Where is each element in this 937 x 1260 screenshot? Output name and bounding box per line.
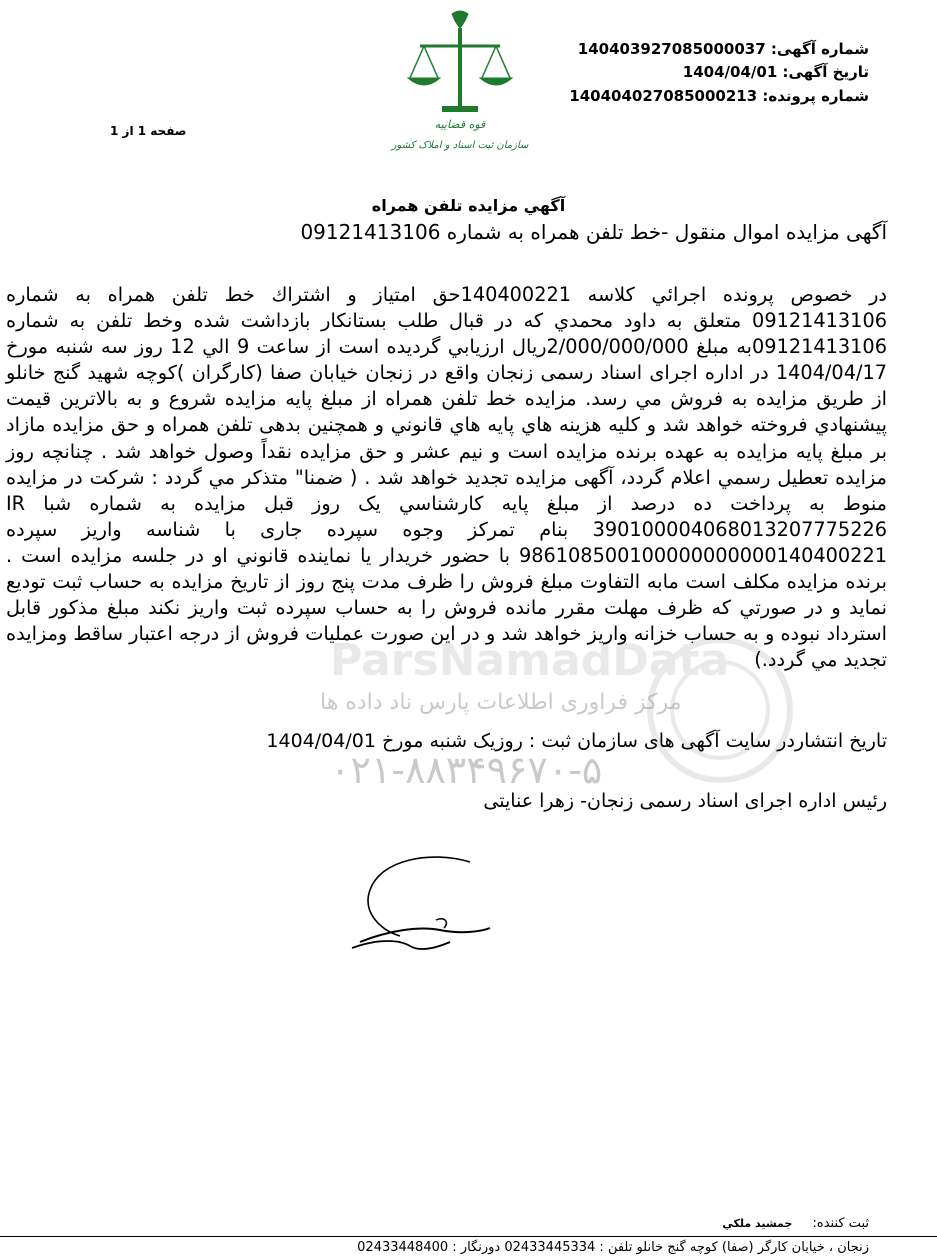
registrar-label: ثبت كننده: xyxy=(812,1216,869,1231)
ad-number-row xyxy=(578,40,869,58)
page-subtitle: آگهی مزایده اموال منقول -خط تلفن همراه به شماره 09121413106 xyxy=(300,220,887,244)
signature-image xyxy=(340,850,520,960)
ad-date: 1404/04/01 xyxy=(682,63,778,81)
page-number: صفحه 1 از 1 xyxy=(110,124,187,138)
ad-date-row xyxy=(683,63,869,81)
registrar-name: جمشيد ملكي xyxy=(722,1217,793,1230)
case-number-label: شماره پرونده: xyxy=(762,87,869,105)
publish-date-line: تاریخ انتشاردر سایت آگهی های سازمان ثبت : روزیک شنبه مورخ 1404/04/01 xyxy=(266,730,887,752)
iran-judiciary-emblem-icon xyxy=(380,6,540,156)
case-number-row xyxy=(569,87,869,105)
footer-address: زنجان ، خيابان كارگر (صفا) كوچه گنج خانلو تلفن : 02433445334 دورنگار : 02433448400 xyxy=(357,1240,869,1255)
office-head-line: رئیس اداره اجرای اسناد رسمی زنجان- زهرا عنایتی xyxy=(483,790,887,812)
ad-number: 140403927085000037 xyxy=(577,40,766,58)
page-title: آگهي مزايده تلفن همراه xyxy=(371,196,566,215)
watermark-phone: ۰۲۱-۸۸۳۴۹۶۷۰-۵ xyxy=(330,748,603,792)
watermark-text: مرکز فراوری اطلاعات پارس ناد داده ها xyxy=(320,690,682,715)
registrar-line xyxy=(722,1216,869,1231)
footer-divider xyxy=(0,1236,937,1237)
notice-body: در خصوص پرونده اجرائي كلاسه 140400221حق امتياز و اشتراك خط تلفن همراه به شماره 09121413106 متعلق به داود محمدي كه در قبال طلب بستانكار بازداشت شده وخط تلفن به شماره 09121413106به مبلغ 2/000/000/000ريال ارزيابي گرديده است از ساعت 9 الي 12 روز سه شنبه مورخ 1404/04/17 در اداره اجرای اسناد رسمی زنجان واقع در زنجان خيابان صفا (كارگران )كوچه شهيد گنج خانلو از طريق مزايده به فروش مي رسد. مزايده خط تلفن همراه از مبلغ پايه مزايده شروع و به بالاترين قيمت پيشنهادي فروخته خواهد شد و كليه هزينه هاي پايه هاي قانوني و همچنين بدهی تلفن همراه و حق مزايده مازاد بر مبلغ پايه مزايده به عهده برنده مزايده است و نيم عشر و حق مزايده نقداً وصول خواهد شد . چنانچه روز مزايده تعطيل رسمي اعلام گردد، آگهی مزايده تجديد خواهد شد . ( ضمنا" متذكر مي گردد : شركت در مزايده منوط به پرداخت ده درصد از مبلغ پايه كارشناسي يک روز قبل مزايده به شماره شبا IR 390100004068013207775226 بنام تمركز وجوه سپرده جاری با شناسه واريز سپرده 986108500100000000000140400221 با حضور خريدار يا نماينده قانوني او در جلسه مزايده است . برنده مزايده مكلف است مابه التفاوت مبلغ فروش را ظرف مدت پنج روز از تاريخ مزايده به حساب ثبت توديع نمايد و در صورتي كه ظرف مهلت مقرر مانده فروش را به حساب سپرده ثبت واريز نكند مبلغ مذكور قابل استرداد نبوده و به حساب خزانه واريز خواهد شد و در اين صورت عمليات فروش از درجه اعتبار ساقط ومزايده تجديد مي گردد.) xyxy=(6,283,887,672)
watermark-brand: ParsNamadData xyxy=(330,635,730,686)
ad-date-label: تاریخ آگهی: xyxy=(782,63,869,81)
org-line2: سازمان ثبت اسناد و املاک کشور xyxy=(391,140,529,151)
case-number: 140404027085000213 xyxy=(569,87,758,105)
ad-number-label: شماره آگهی: xyxy=(770,40,869,58)
org-line1: قوه قضاییه xyxy=(434,118,486,131)
